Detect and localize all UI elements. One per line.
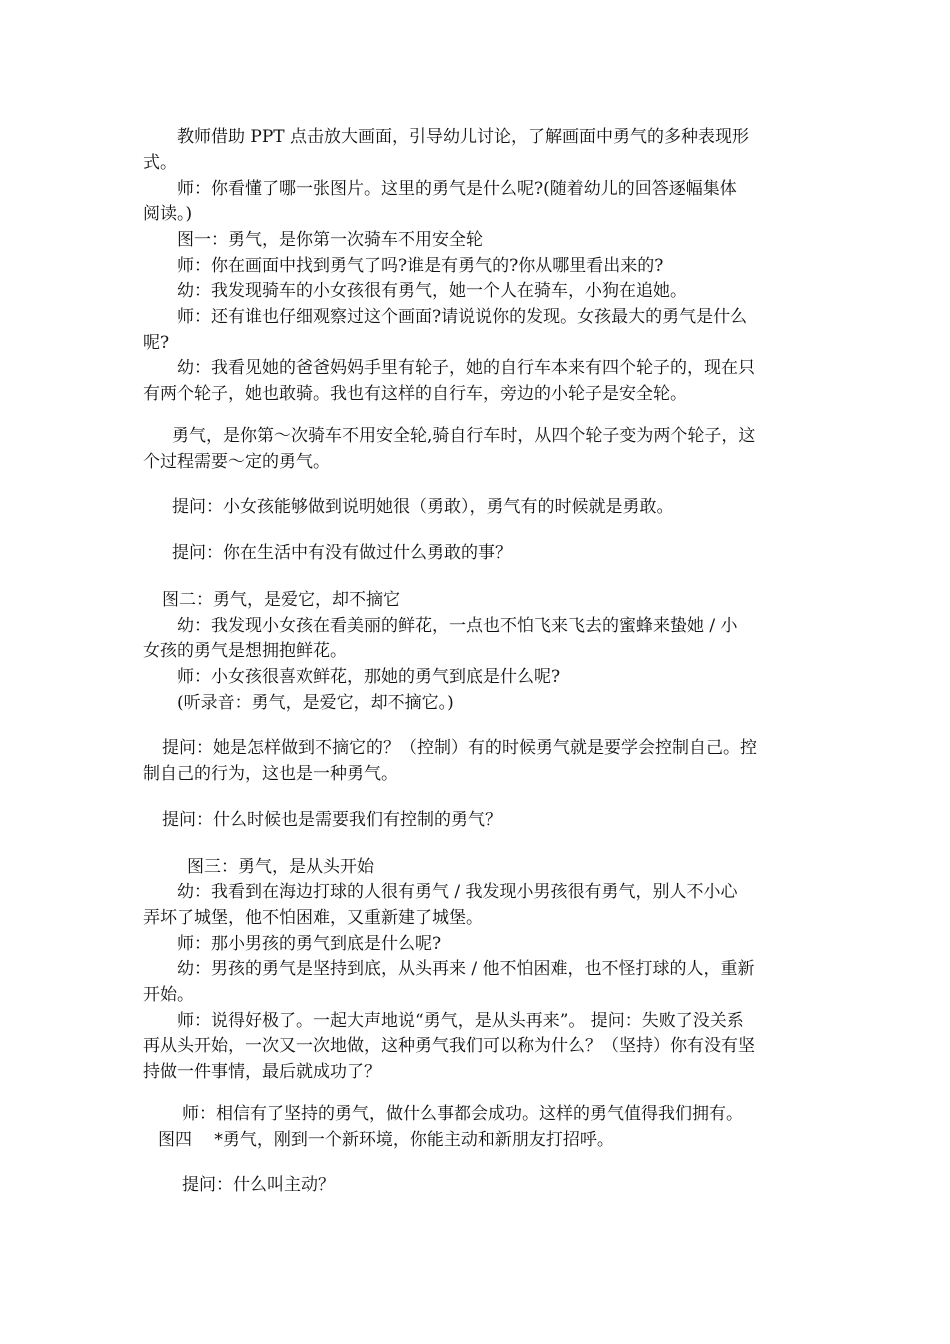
text-line: 式。: [143, 153, 177, 173]
text-line: 制自己的行为，这也是一种勇气。: [143, 764, 398, 784]
text-line: 再从头开始，一次又一次地做，这种勇气我们可以称为什么？（坚持）你有没有坚: [143, 1036, 755, 1056]
text-line: 勇气，是你第～次骑车不用安全轮,骑自行车时，从四个轮子变为两个轮子，这: [172, 426, 756, 446]
text-line: 师：那小男孩的勇气到底是什么呢?: [177, 934, 442, 954]
text-line: 个过程需要～定的勇气。: [143, 452, 330, 472]
text-line: 提问：她是怎样做到不摘它的？（控制）有的时候勇气就是要学会控制自己。控: [162, 738, 757, 758]
text-line: 幼：男孩的勇气是坚持到底，从头再来 / 他不怕困难，也不怪打球的人，重新: [177, 959, 755, 979]
text-line: 提问：你在生活中有没有做过什么勇敢的事？: [172, 543, 512, 563]
text-line: (听录音：勇气，是爱它，却不摘它。): [177, 693, 454, 713]
text-line: 幼：我看到在海边打球的人很有勇气 / 我发现小男孩很有勇气，别人不小心: [177, 882, 738, 902]
text-line: 女孩的勇气是想拥抱鲜花。: [143, 641, 347, 661]
text-line: 师：小女孩很喜欢鲜花，那她的勇气到底是什么呢?: [177, 667, 561, 687]
text-line: 开始。: [143, 985, 194, 1005]
text-line: 师：还有谁也仔细观察过这个画面?请说说你的发现。女孩最大的勇气是什么: [177, 307, 748, 327]
text-line: 图二：勇气，是爱它，却不摘它: [162, 590, 400, 610]
text-line: 阅读。): [143, 204, 193, 224]
text-line: 提问：小女孩能够做到说明她很（勇敢），勇气有的时候就是勇敢。: [172, 497, 674, 517]
text-line: 有两个轮子，她也敢骑。我也有这样的自行车，旁边的小轮子是安全轮。: [143, 384, 687, 404]
text-line: 图三：勇气，是从头开始: [187, 857, 374, 877]
text-line: 幼：我发现小女孩在看美丽的鲜花，一点也不怕飞来飞去的蜜蜂来蛰她 / 小: [177, 616, 738, 636]
text-line: 弄坏了城堡，他不怕困难，又重新建了城堡。: [143, 908, 483, 928]
text-line: 提问：什么叫主动？: [182, 1175, 335, 1195]
text-line: 师：说得好极了。一起大声地说“勇气，是从头再来”。 提问：失败了没关系: [177, 1011, 744, 1031]
text-line: 持做一件事情，最后就成功了？: [143, 1062, 381, 1082]
text-line: 师：你看懂了哪一张图片。这里的勇气是什么呢?(随着幼儿的回答逐幅集体: [177, 179, 737, 199]
text-line: 幼：我发现骑车的小女孩很有勇气，她一个人在骑车，小狗在追她。: [177, 281, 687, 301]
text-line: 提问：什么时候也是需要我们有控制的勇气？: [162, 810, 502, 830]
text-line: 师：你在画面中找到勇气了吗?谁是有勇气的?你从哪里看出来的?: [177, 256, 664, 276]
text-line: 呢?: [143, 333, 170, 353]
text-line: 师：相信有了坚持的勇气，做什么事都会成功。这样的勇气值得我们拥有。: [182, 1104, 743, 1124]
text-line: 图一：勇气，是你第一次骑车不用安全轮: [177, 230, 483, 250]
text-line: 教师借助 PPT 点击放大画面，引导幼儿讨论，了解画面中勇气的多种表现形: [177, 127, 750, 147]
text-line: 幼：我看见她的爸爸妈妈手里有轮子，她的自行车本来有四个轮子的，现在只: [177, 358, 755, 378]
text-line: 图四 *勇气，刚到一个新环境，你能主动和新朋友打招呼。: [158, 1130, 614, 1150]
